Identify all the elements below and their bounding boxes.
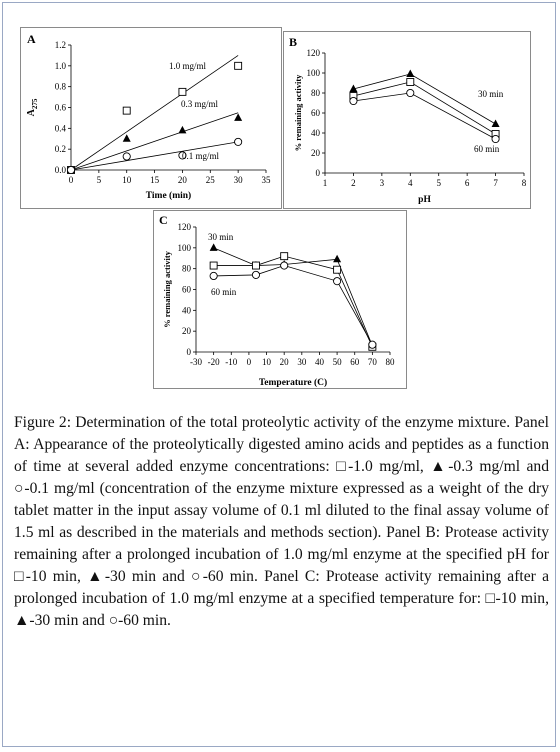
chart-b-series-square-line — [353, 82, 495, 134]
chart-a-series-label: 1.0 mg/ml — [169, 61, 207, 71]
chart-c-y-tick-label: 60 — [182, 284, 191, 295]
chart-c-x-tick-label: -30 — [190, 357, 202, 367]
panel-b — [283, 31, 531, 209]
chart-c-series-label: 60 min — [211, 287, 237, 297]
chart-b-series-label: 60 min — [474, 144, 500, 154]
chart-c-y-tick-label: 100 — [177, 242, 191, 253]
chart-c-series-label: 30 min — [208, 232, 234, 242]
panel-c-letter: C — [159, 213, 168, 227]
chart-b-y-tick-label: 0 — [315, 168, 320, 178]
chart-b-x-tick-label: 4 — [408, 178, 413, 188]
panel-a-letter: A — [27, 32, 36, 46]
chart-c-point-triangle — [333, 255, 341, 262]
chart-b-y-tick-label: 80 — [311, 88, 320, 98]
chart-b-point-triangle — [492, 120, 500, 128]
chart-a-series-label: 0.1 mg/ml — [182, 151, 220, 161]
chart-a-y-axis-label: $A_{275}$ — [26, 98, 39, 117]
chart-a-x-tick-label: 15 — [150, 175, 160, 185]
chart-a-point-triangle — [234, 113, 242, 121]
chart-a-x-tick-label: 20 — [177, 175, 187, 185]
chart-c-series-triangle-line — [214, 248, 373, 346]
chart-b-series-circle-line — [353, 93, 495, 139]
panel-c — [153, 210, 407, 389]
chart-c-point-circle — [333, 278, 340, 285]
chart-c-point-square — [252, 262, 259, 269]
chart-b-x-tick-label: 5 — [436, 178, 441, 188]
chart-c-point-circle — [252, 271, 259, 278]
chart-c-point-square — [210, 262, 217, 269]
chart-b-x-tick-label: 1 — [322, 178, 328, 188]
chart-a-point-square — [235, 62, 242, 69]
chart-a-point-circle — [67, 166, 74, 173]
chart-c-x-tick-label: 60 — [350, 357, 360, 367]
chart-c-x-axis-label: Temperature (C) — [258, 378, 328, 388]
chart-c-svg — [154, 211, 408, 390]
chart-b-x-tick-label: 7 — [493, 178, 498, 188]
chart-c-point-circle — [210, 272, 217, 279]
chart-c-y-tick-label: 0 — [186, 347, 191, 357]
figure-caption-text: Determination of the total proteolytic activity of the enzyme mixture. Panel A: Appearance of the proteolytically digested amino acids and peptides as a function of time at several added enzyme concentrations: □-1.0 mg/ml, ▲-0.3 mg/ml and ○-0.1 mg/ml (concentration of the enzyme mixture expressed as a weight of the dry tablet matter in the input assay volume of 0.1 ml diluted to the final assay volume of 1.5 ml as described in the materials and methods section). Panel B: Protease activity remaining after a prolonged incubation of 1.0 mg/ml enzyme at the specified pH for □-10 min, ▲-30 min and ○-60 min. Panel C: Protease activity remaining after a prolonged incubation of 1.0 mg/ml enzyme at a specified temperature for: □-10 min, ▲-30 min and ○-60 min. — [14, 414, 549, 629]
chart-a-x-tick-label: 0 — [68, 175, 74, 185]
chart-a-point-triangle — [123, 134, 131, 142]
chart-c-x-tick-label: 20 — [279, 357, 289, 367]
chart-c-x-tick-label: -20 — [207, 357, 220, 367]
panel-b-letter: B — [289, 35, 298, 49]
chart-c-x-tick-label: 30 — [297, 357, 307, 367]
chart-a-x-axis-label: Time (min) — [145, 191, 192, 201]
figure-label: Figure 2: — [14, 414, 72, 431]
chart-b-y-tick-label: 60 — [311, 108, 320, 118]
chart-b-x-tick-label: 8 — [521, 178, 527, 188]
chart-c-x-tick-label: 50 — [332, 357, 342, 367]
chart-c-point-square — [334, 266, 341, 273]
chart-a-y-tick-label: 1.0 — [54, 60, 66, 71]
chart-a-series-label: 0.3 mg/ml — [181, 99, 219, 109]
chart-a-y-tick-label: 0.0 — [54, 165, 66, 175]
chart-b-svg — [284, 32, 532, 210]
chart-b-y-tick-label: 100 — [306, 68, 320, 78]
chart-b-y-axis-label: % remaining activity — [293, 74, 303, 152]
chart-c-point-square — [281, 253, 288, 260]
chart-c-y-tick-label: 80 — [182, 263, 191, 274]
chart-b-y-tick-label: 20 — [311, 148, 320, 158]
chart-c-y-tick-label: 40 — [182, 305, 191, 316]
chart-b-point-triangle — [406, 70, 414, 78]
chart-c-series-circle-line — [214, 266, 373, 345]
chart-a-point-circle — [123, 153, 130, 160]
chart-c-x-tick-label: 10 — [262, 357, 272, 367]
chart-c-point-triangle — [210, 243, 218, 251]
chart-b-x-axis-label: pH — [418, 195, 431, 205]
chart-a-x-tick-label: 5 — [96, 175, 102, 185]
chart-b-x-tick-label: 2 — [351, 178, 356, 188]
chart-a-x-tick-label: 25 — [205, 175, 215, 185]
chart-b-point-circle — [492, 135, 499, 142]
chart-a-svg — [21, 28, 283, 210]
chart-b-point-circle — [350, 97, 357, 104]
chart-c-x-tick-label: 80 — [385, 357, 395, 367]
chart-c-x-tick-label: 0 — [246, 357, 252, 367]
chart-c-x-tick-label: -10 — [225, 357, 238, 367]
chart-b-series-triangle-line — [353, 74, 495, 124]
chart-c-point-circle — [369, 341, 376, 348]
chart-c-x-tick-label: 40 — [314, 357, 324, 367]
chart-c-x-tick-label: 70 — [367, 357, 377, 367]
chart-c-y-axis-label: % remaining activity — [162, 251, 172, 328]
chart-b-x-tick-label: 6 — [464, 178, 470, 188]
chart-c-y-tick-label: 20 — [182, 326, 191, 337]
figure-caption — [14, 412, 549, 632]
chart-a-point-square — [179, 88, 186, 95]
chart-a-y-tick-label: 0.6 — [54, 102, 66, 113]
chart-b-y-tick-label: 40 — [311, 128, 320, 138]
chart-a-point-triangle — [178, 126, 186, 133]
chart-a-y-tick-label: 0.2 — [54, 144, 66, 155]
chart-a-x-tick-label: 10 — [122, 175, 132, 185]
chart-a-series-triangle-fit-line — [71, 113, 238, 170]
chart-a-x-tick-label: 35 — [261, 175, 271, 185]
chart-a-y-tick-label: 1.2 — [54, 40, 66, 50]
chart-a-point-circle — [235, 138, 242, 145]
chart-b-point-circle — [407, 89, 414, 96]
chart-a-y-tick-label: 0.8 — [54, 81, 66, 92]
chart-b-y-tick-label: 120 — [306, 48, 320, 58]
chart-b-point-square — [407, 79, 414, 86]
panel-a — [20, 27, 282, 209]
chart-a-point-square — [123, 107, 130, 114]
chart-c-y-tick-label: 120 — [177, 222, 191, 232]
chart-b-series-label: 30 min — [478, 89, 504, 99]
chart-a-x-tick-label: 30 — [233, 175, 243, 185]
chart-b-x-tick-label: 3 — [379, 178, 385, 188]
chart-c-point-circle — [281, 262, 288, 269]
chart-a-y-tick-label: 0.4 — [54, 123, 66, 134]
